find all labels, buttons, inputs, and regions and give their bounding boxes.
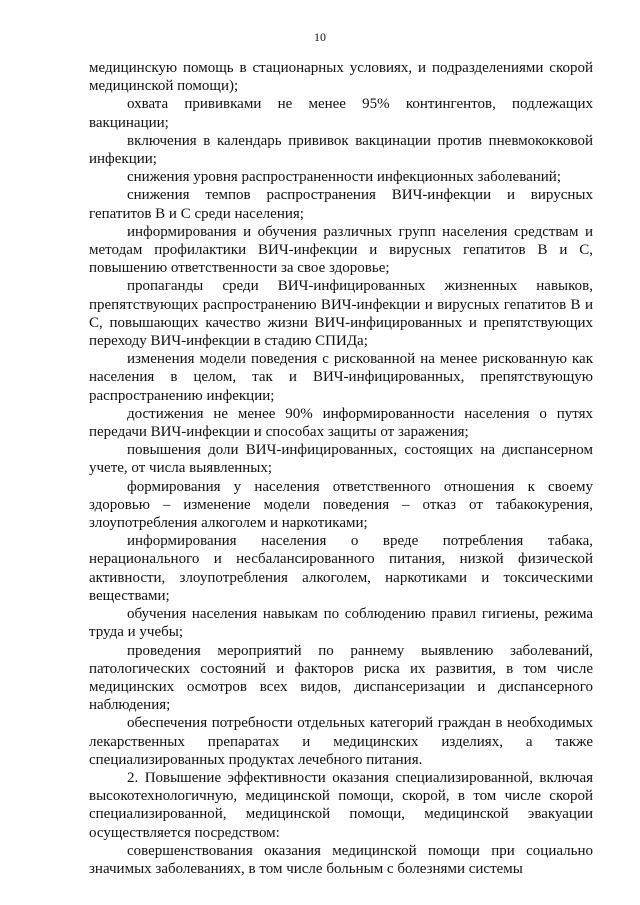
paragraph: формирования у населения ответственного отношения к своему здоровью – изменение модели поведения – отказ от табакокурения, злоупотребления алкоголем и наркотиками; [89, 478, 593, 532]
paragraph: включения в календарь прививок вакцинации против пневмококковой инфекции; [89, 132, 593, 168]
paragraph: повышения доли ВИЧ-инфицированных, состоящих на диспансерном учете, от числа выявленных; [89, 442, 593, 477]
paragraph: снижения уровня распространенности инфекционных заболеваний; [127, 169, 561, 186]
paragraph: информирования и обучения различных групп населения средствам и методам профилактики ВИЧ-инфекции и вирусных гепатитов В и С, повышению ответственности за свое здоровье; [89, 223, 593, 277]
paragraph: обучения населения навыкам по соблюдению правил гигиены, режима труда и учебы; [89, 606, 593, 641]
paragraph: пропаганды среди ВИЧ-инфицированных жизненных навыков, препятствующих распространению ВИЧ-инфекции и вирусных гепатитов В и С, повышающих качество жизни ВИЧ-инфицированных и препятствующих переходу ВИЧ-инфекции в стадию СПИДа; [89, 278, 593, 350]
paragraph: проведения мероприятий по раннему выявлению заболеваний, патологических состояний и факторов риска их развития, в том числе медицинских осмотров всех видов, диспансеризации и диспансерного наблюдения; [89, 642, 593, 714]
paragraph: снижения темпов распространения ВИЧ-инфекции и вирусных гепатитов В и С среди населения; [89, 187, 593, 222]
paragraph: достижения не менее 90% информированности населения о путях передачи ВИЧ-инфекции и способах защиты от заражения; [89, 405, 593, 441]
paragraph: обеспечения потребности отдельных категорий граждан в необходимых лекарственных препаратах и медицинских изделиях, а также специализированных продуктах лечебного питания. [89, 715, 593, 768]
paragraph: совершенствования оказания медицинской помощи при социально значимых заболеваниях, в том числе больным с болезнями системы [89, 842, 593, 877]
document-body [89, 59, 593, 878]
section-paragraph: 2. Повышение эффективности оказания специализированной, включая высокотехнологичную, медицинской помощи, скорой, в том числе скорой специализированной, медицинской помощи, медицинской эвакуации осуществляется посредством: [89, 769, 593, 841]
paragraph: медицинскую помощь в стационарных условиях, и подразделениями скорой медицинской помощи); [89, 60, 593, 95]
paragraph: изменения модели поведения с рискованной на менее рискованную как населения в целом, так и ВИЧ-инфицированных, препятствующую распространению инфекции; [89, 351, 593, 404]
page-number: 10 [314, 30, 326, 44]
paragraph: информирования населения о вреде потребления табака, нерационального и несбалансированного питания, низкой физической активности, злоупотребления алкоголем, наркотиками и токсическими веществами; [89, 533, 593, 604]
paragraph: охвата прививками не менее 95% контингентов, подлежащих вакцинации; [89, 96, 593, 131]
